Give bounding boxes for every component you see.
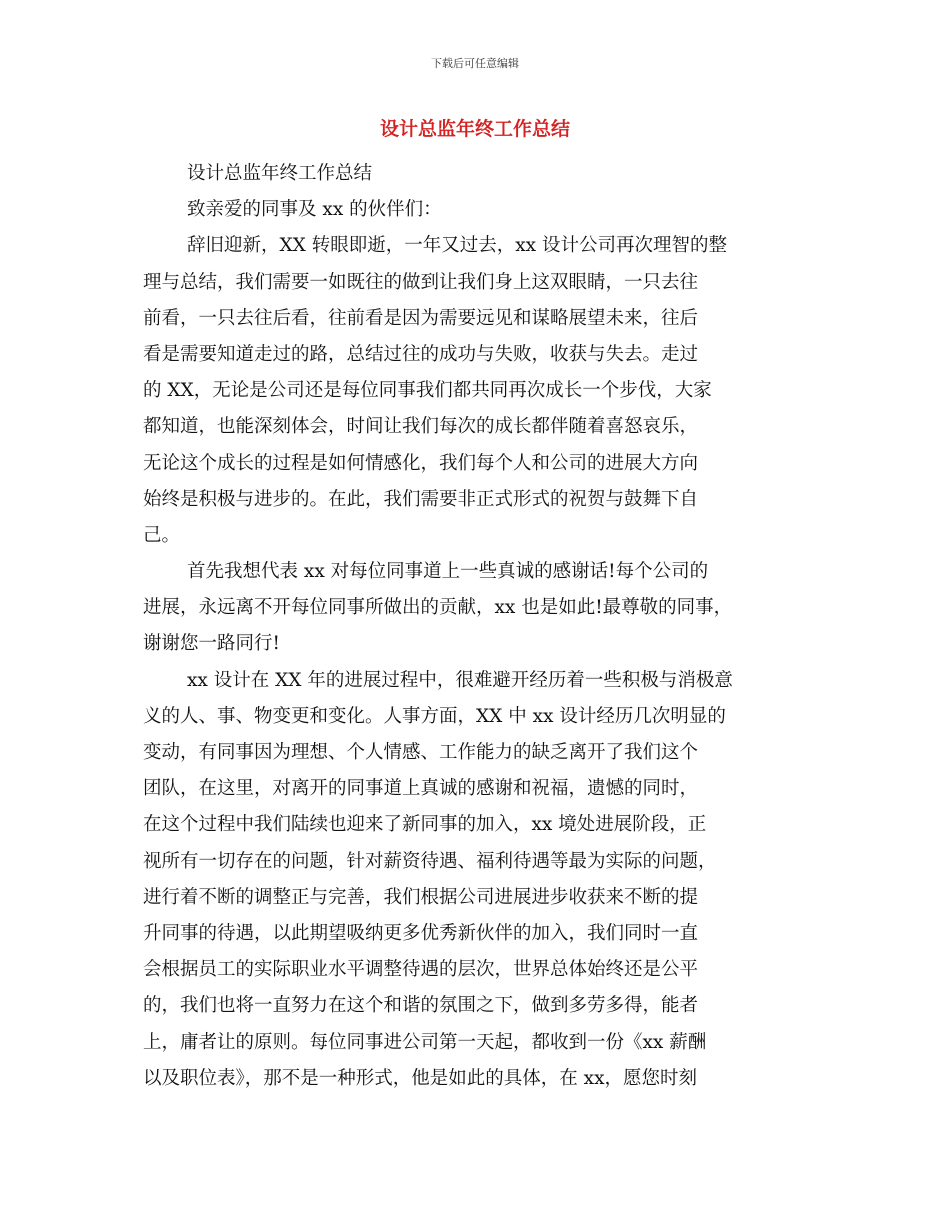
body-line: 的 XX，无论是公司还是每位同事我们都共同再次成长一个步伐，大家 [143,380,712,402]
body-line: 上，庸者让的原则。每位同事进公司第一天起，都收到一份《xx 薪酬 [143,1031,707,1053]
body-line: 首先我想代表 xx 对每位同事道上一些真诚的感谢话!每个公司的 [187,561,709,583]
document-body [143,156,823,1097]
body-line: 谢谢您一路同行! [143,633,280,655]
body-line: 会根据员工的实际职业水平调整待遇的层次，世界总体始终还是公平 [143,959,699,981]
body-line: 以及职位表》，那不是一种形式，他是如此的具体，在 xx，愿您时刻 [143,1067,697,1089]
body-line: 进行着不断的调整正与完善，我们根据公司进展进步收获来不断的提 [143,886,699,908]
body-line: 设计总监年终工作总结 [187,163,373,184]
body-line: 前看，一只去往后看，往前看是因为需要远见和谋略展望未来，往后 [143,307,699,329]
body-line: 进展，永远离不开每位同事所做出的贡献，xx 也是如此!最尊敬的同事， [143,597,733,619]
body-line: 始终是积极与进步的。在此，我们需要非正式形式的祝贺与鼓舞下自 [143,488,699,510]
body-line: 看是需要知道走过的路，总结过往的成功与失败，收获与失去。走过 [143,343,699,365]
body-line: 义的人、事、物变更和变化。人事方面，XX 中 xx 设计经历几次明显的 [143,705,726,727]
body-line: 的，我们也将一直努力在这个和谐的氛围之下，做到多劳多得，能者 [143,995,699,1017]
body-line: 己。 [143,524,181,546]
body-line: 在这个过程中我们陆续也迎来了新同事的加入，xx 境处进展阶段，正 [143,814,707,836]
body-line: 辞旧迎新，XX 转眼即逝，一年又过去，xx 设计公司再次理智的整 [187,235,727,257]
body-line: 无论这个成长的过程是如何情感化，我们每个人和公司的进展大方向 [143,452,699,474]
body-line: 视所有一切存在的问题，针对薪资待遇、福利待遇等最为实际的问题， [143,850,717,872]
header-note: 下载后可任意编辑 [431,57,519,70]
body-line: 变动，有同事因为理想、个人情感、工作能力的缺乏离开了我们这个 [143,742,699,763]
body-line: 致亲爱的同事及 xx 的伙伴们： [187,199,442,221]
body-line: 团队，在这里，对离开的同事道上真诚的感谢和祝福，遗憾的同时， [143,778,699,800]
document-title: 设计总监年终工作总结 [379,118,570,140]
body-line: 升同事的待遇，以此期望吸纳更多优秀新伙伴的加入，我们同时一直 [143,922,699,944]
body-line: xx 设计在 XX 年的进展过程中，很难避开经历着一些积极与消极意 [187,669,733,691]
body-line: 都知道，也能深刻体会，时间让我们每次的成长都伴随着喜怒哀乐， [143,416,699,438]
body-line: 理与总结，我们需要一如既往的做到让我们身上这双眼睛，一只去往 [143,271,699,293]
